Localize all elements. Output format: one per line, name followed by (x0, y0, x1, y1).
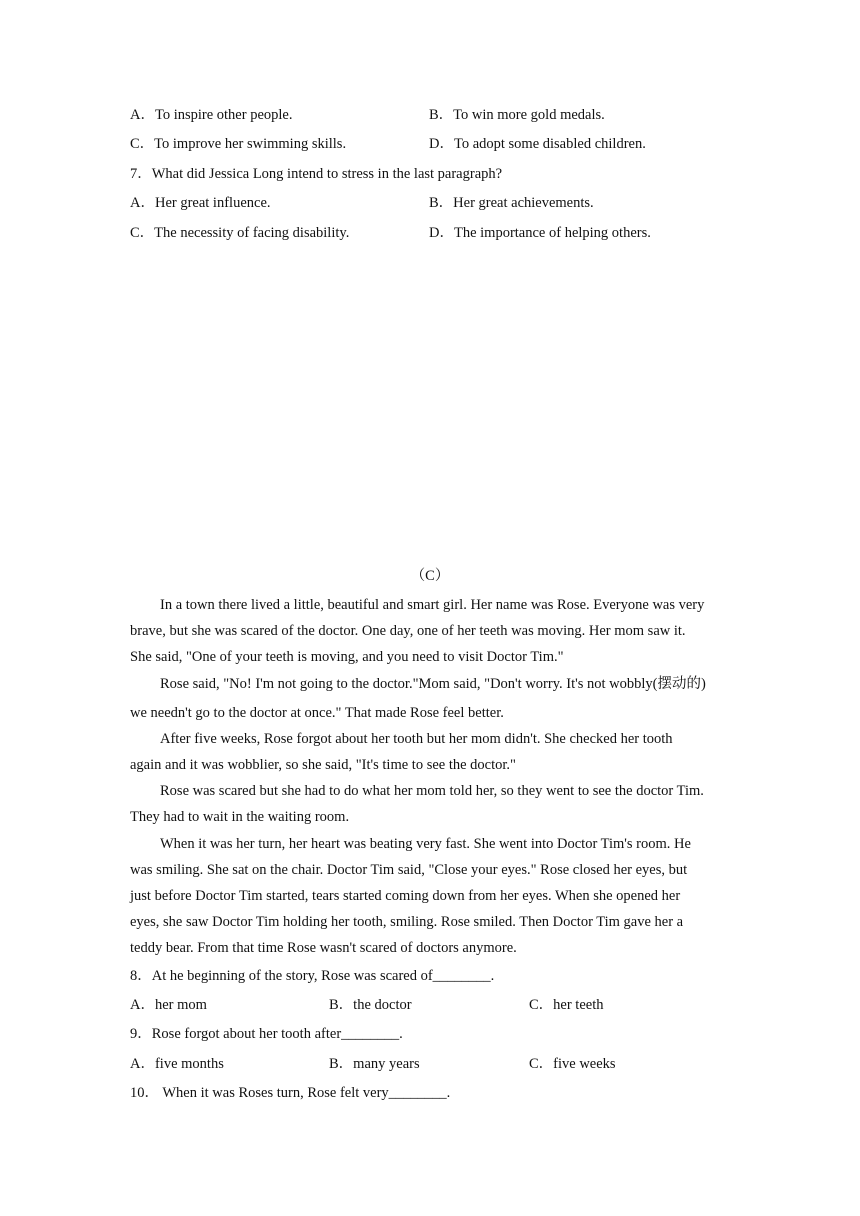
q10-question: 10． When it was Roses turn, Rose felt very________. (130, 1085, 451, 1101)
q7-option-a: A．Her great influence. (130, 195, 271, 211)
passage-line: After five weeks, Rose forgot about her tooth but her mom didn't. She checked her tooth (160, 731, 673, 747)
q7-option-c: C．The necessity of facing disability. (130, 225, 350, 241)
passage-line: Rose said, "No! I'm not going to the doctor."Mom said, "Don't worry. It's not wobbly(摆动的) (160, 676, 706, 692)
q8-question: 8．At he beginning of the story, Rose was scared of________. (130, 968, 495, 984)
passage-line: They had to wait in the waiting room. (130, 809, 350, 825)
q7-option-b: B．Her great achievements. (429, 195, 594, 211)
passage-line: When it was her turn, her heart was beating very fast. She went into Doctor Tim's room. He (160, 836, 691, 852)
q9-option-c: C．five weeks (529, 1056, 616, 1072)
q7-question: 7．What did Jessica Long intend to stress in the last paragraph? (130, 166, 503, 182)
q6-option-a: A．To inspire other people. (130, 107, 293, 123)
passage-line: brave, but she was scared of the doctor. One day, one of her teeth was moving. Her mom saw it. (130, 623, 686, 639)
q6-option-b: B．To win more gold medals. (429, 107, 605, 123)
q8-option-b: B．the doctor (329, 997, 412, 1013)
q6-option-c: C．To improve her swimming skills. (130, 136, 347, 152)
q9-option-a: A．five months (130, 1056, 224, 1072)
passage-line: teddy bear. From that time Rose wasn't scared of doctors anymore. (130, 940, 517, 956)
passage-line: just before Doctor Tim started, tears started coming down from her eyes. When she opened her (130, 888, 681, 904)
passage-line: was smiling. She sat on the chair. Doctor Tim said, "Close your eyes." Rose closed her eyes, but (130, 862, 688, 878)
q6-option-d: D．To adopt some disabled children. (429, 136, 646, 152)
passage-line: eyes, she saw Doctor Tim holding her tooth, smiling. Rose smiled. Then Doctor Tim gave her a (130, 914, 684, 930)
passage-line: In a town there lived a little, beautiful and smart girl. Her name was Rose. Everyone was very (160, 597, 705, 613)
passage-line: we needn't go to the doctor at once." That made Rose feel better. (130, 705, 504, 721)
passage-line: again and it was wobblier, so she said, "It's time to see the doctor." (130, 757, 516, 773)
q8-option-a: A．her mom (130, 997, 207, 1013)
q7-option-d: D．The importance of helping others. (429, 225, 651, 241)
q9-question: 9．Rose forgot about her tooth after________. (130, 1026, 403, 1042)
q9-option-b: B．many years (329, 1056, 420, 1072)
passage-line: Rose was scared but she had to do what her mom told her, so they went to see the doctor Tim. (160, 783, 704, 799)
passage-line: She said, "One of your teeth is moving, and you need to visit Doctor Tim." (130, 649, 564, 665)
q8-option-c: C．her teeth (529, 997, 604, 1013)
passage-heading: （C） (410, 568, 450, 584)
